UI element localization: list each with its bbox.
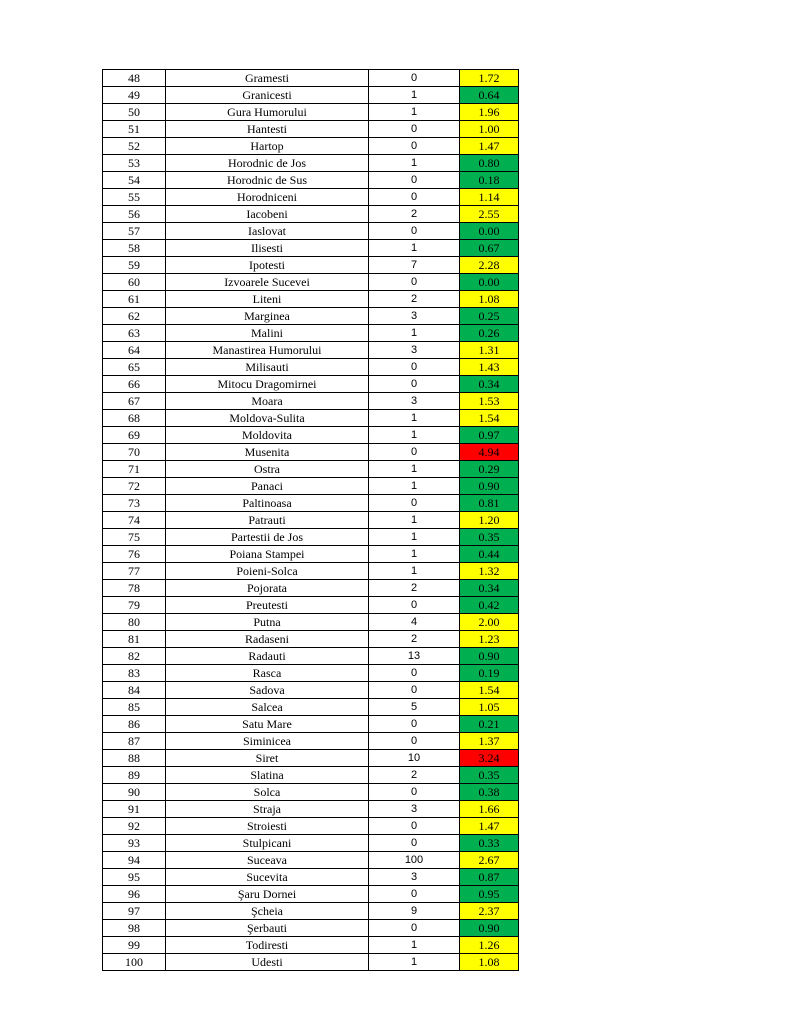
table-row [103,682,519,699]
locality-name-cell: Paltinoasa [166,495,369,512]
row-number-cell: 74 [103,512,166,529]
cases-cell: 1 [369,87,460,104]
cases-cell: 0 [369,359,460,376]
row-number-cell: 60 [103,274,166,291]
cases-cell: 0 [369,70,460,87]
row-number-cell: 89 [103,767,166,784]
cases-cell: 1 [369,410,460,427]
table-row [103,376,519,393]
row-number-cell: 78 [103,580,166,597]
rate-cell: 1.53 [460,393,519,410]
table-row [103,631,519,648]
cases-cell: 4 [369,614,460,631]
table-row [103,614,519,631]
table-row [103,172,519,189]
rate-cell: 0.18 [460,172,519,189]
locality-name-cell: Malini [166,325,369,342]
locality-name-cell: Gramesti [166,70,369,87]
locality-name-cell: Putna [166,614,369,631]
table-row [103,427,519,444]
rate-cell: 0.26 [460,325,519,342]
cases-cell: 1 [369,427,460,444]
rate-cell: 1.05 [460,699,519,716]
locality-name-cell: Şerbauti [166,920,369,937]
table-row [103,886,519,903]
table-row [103,308,519,325]
row-number-cell: 85 [103,699,166,716]
row-number-cell: 99 [103,937,166,954]
cases-cell: 3 [369,393,460,410]
rate-cell: 0.25 [460,308,519,325]
row-number-cell: 52 [103,138,166,155]
table-row [103,121,519,138]
rate-cell: 1.43 [460,359,519,376]
row-number-cell: 59 [103,257,166,274]
cases-cell: 2 [369,206,460,223]
cases-cell: 0 [369,733,460,750]
row-number-cell: 62 [103,308,166,325]
row-number-cell: 88 [103,750,166,767]
table-row [103,903,519,920]
cases-cell: 1 [369,563,460,580]
rate-cell: 4.94 [460,444,519,461]
row-number-cell: 61 [103,291,166,308]
table-row [103,767,519,784]
cases-cell: 1 [369,478,460,495]
row-number-cell: 66 [103,376,166,393]
rate-cell: 0.29 [460,461,519,478]
rate-cell: 1.00 [460,121,519,138]
rate-cell: 0.90 [460,648,519,665]
rate-cell: 0.35 [460,529,519,546]
locality-name-cell: Stulpicani [166,835,369,852]
table-row [103,87,519,104]
cases-cell: 9 [369,903,460,920]
row-number-cell: 65 [103,359,166,376]
cases-cell: 10 [369,750,460,767]
table-row [103,342,519,359]
rate-cell: 0.64 [460,87,519,104]
row-number-cell: 100 [103,954,166,971]
cases-cell: 0 [369,172,460,189]
row-number-cell: 92 [103,818,166,835]
row-number-cell: 58 [103,240,166,257]
locality-name-cell: Şaru Dornei [166,886,369,903]
locality-name-cell: Satu Mare [166,716,369,733]
rate-cell: 0.38 [460,784,519,801]
table-row [103,206,519,223]
rate-cell: 2.37 [460,903,519,920]
table-row [103,291,519,308]
cases-cell: 1 [369,529,460,546]
cases-cell: 0 [369,716,460,733]
locality-name-cell: Poiana Stampei [166,546,369,563]
row-number-cell: 87 [103,733,166,750]
table-row [103,920,519,937]
rate-cell: 1.66 [460,801,519,818]
row-number-cell: 79 [103,597,166,614]
locality-name-cell: Stroiesti [166,818,369,835]
table-row [103,444,519,461]
row-number-cell: 81 [103,631,166,648]
locality-name-cell: Moldovita [166,427,369,444]
row-number-cell: 93 [103,835,166,852]
rate-cell: 3.24 [460,750,519,767]
locality-name-cell: Horodnic de Sus [166,172,369,189]
table-row [103,733,519,750]
cases-cell: 1 [369,512,460,529]
cases-cell: 0 [369,274,460,291]
row-number-cell: 91 [103,801,166,818]
table-row [103,410,519,427]
locality-name-cell: Siminicea [166,733,369,750]
table-row [103,597,519,614]
rate-cell: 0.44 [460,546,519,563]
row-number-cell: 75 [103,529,166,546]
cases-cell: 1 [369,240,460,257]
table-row [103,325,519,342]
table-row [103,546,519,563]
locality-name-cell: Sadova [166,682,369,699]
row-number-cell: 53 [103,155,166,172]
row-number-cell: 54 [103,172,166,189]
locality-name-cell: Panaci [166,478,369,495]
rate-cell: 0.80 [460,155,519,172]
cases-cell: 0 [369,886,460,903]
row-number-cell: 94 [103,852,166,869]
row-number-cell: 71 [103,461,166,478]
rate-cell: 0.67 [460,240,519,257]
locality-name-cell: Horodnic de Jos [166,155,369,172]
cases-cell: 2 [369,631,460,648]
rate-cell: 0.90 [460,478,519,495]
locality-name-cell: Pojorata [166,580,369,597]
table-row [103,189,519,206]
row-number-cell: 72 [103,478,166,495]
row-number-cell: 86 [103,716,166,733]
table-row [103,648,519,665]
row-number-cell: 56 [103,206,166,223]
locality-name-cell: Musenita [166,444,369,461]
locality-name-cell: Sucevita [166,869,369,886]
rate-cell: 0.21 [460,716,519,733]
cases-cell: 3 [369,308,460,325]
cases-cell: 5 [369,699,460,716]
table-row [103,937,519,954]
row-number-cell: 82 [103,648,166,665]
table-row [103,257,519,274]
row-number-cell: 64 [103,342,166,359]
cases-cell: 0 [369,920,460,937]
rate-cell: 1.54 [460,682,519,699]
row-number-cell: 98 [103,920,166,937]
row-number-cell: 63 [103,325,166,342]
locality-name-cell: Hantesti [166,121,369,138]
locality-name-cell: Siret [166,750,369,767]
locality-name-cell: Manastirea Humorului [166,342,369,359]
cases-cell: 0 [369,784,460,801]
locality-name-cell: Udesti [166,954,369,971]
table-row [103,563,519,580]
table-row [103,478,519,495]
rate-cell: 1.47 [460,138,519,155]
locality-name-cell: Solca [166,784,369,801]
cases-cell: 13 [369,648,460,665]
rate-cell: 0.34 [460,376,519,393]
locality-name-cell: Rasca [166,665,369,682]
table-row [103,70,519,87]
row-number-cell: 49 [103,87,166,104]
rate-cell: 1.96 [460,104,519,121]
table-row [103,104,519,121]
rate-cell: 2.55 [460,206,519,223]
locality-name-cell: Patrauti [166,512,369,529]
locality-name-cell: Straja [166,801,369,818]
table-body [103,70,519,971]
cases-cell: 0 [369,597,460,614]
cases-cell: 1 [369,461,460,478]
cases-cell: 0 [369,495,460,512]
rate-cell: 0.34 [460,580,519,597]
table-row [103,699,519,716]
cases-cell: 1 [369,325,460,342]
row-number-cell: 97 [103,903,166,920]
cases-cell: 1 [369,937,460,954]
cases-cell: 0 [369,835,460,852]
rate-cell: 0.81 [460,495,519,512]
table-row [103,750,519,767]
rate-cell: 1.31 [460,342,519,359]
locality-name-cell: Mitocu Dragomirnei [166,376,369,393]
locality-name-cell: Iaslovat [166,223,369,240]
rate-cell: 1.20 [460,512,519,529]
rate-cell: 0.00 [460,274,519,291]
row-number-cell: 57 [103,223,166,240]
table-row [103,580,519,597]
cases-cell: 0 [369,223,460,240]
localities-table [102,69,519,971]
cases-cell: 3 [369,869,460,886]
cases-cell: 3 [369,801,460,818]
locality-name-cell: Horodniceni [166,189,369,206]
rate-cell: 2.67 [460,852,519,869]
cases-cell: 1 [369,104,460,121]
locality-name-cell: Şcheia [166,903,369,920]
cases-cell: 0 [369,682,460,699]
locality-name-cell: Suceava [166,852,369,869]
locality-name-cell: Izvoarele Sucevei [166,274,369,291]
rate-cell: 0.00 [460,223,519,240]
cases-cell: 2 [369,291,460,308]
locality-name-cell: Ostra [166,461,369,478]
rate-cell: 1.14 [460,189,519,206]
row-number-cell: 76 [103,546,166,563]
table-row [103,818,519,835]
locality-name-cell: Radauti [166,648,369,665]
locality-name-cell: Preutesti [166,597,369,614]
locality-name-cell: Gura Humorului [166,104,369,121]
table-row [103,529,519,546]
row-number-cell: 90 [103,784,166,801]
rate-cell: 1.32 [460,563,519,580]
cases-cell: 7 [369,257,460,274]
rate-cell: 1.08 [460,291,519,308]
cases-cell: 0 [369,665,460,682]
table-row [103,461,519,478]
row-number-cell: 51 [103,121,166,138]
table-row [103,495,519,512]
rate-cell: 0.42 [460,597,519,614]
locality-name-cell: Ipotesti [166,257,369,274]
cases-cell: 0 [369,121,460,138]
rate-cell: 0.97 [460,427,519,444]
cases-cell: 0 [369,444,460,461]
row-number-cell: 67 [103,393,166,410]
rate-cell: 1.37 [460,733,519,750]
rate-cell: 1.08 [460,954,519,971]
rate-cell: 1.23 [460,631,519,648]
table-row [103,869,519,886]
table-row [103,801,519,818]
cases-cell: 1 [369,546,460,563]
table-row [103,665,519,682]
table-row [103,852,519,869]
rate-cell: 0.33 [460,835,519,852]
locality-name-cell: Hartop [166,138,369,155]
row-number-cell: 55 [103,189,166,206]
row-number-cell: 80 [103,614,166,631]
rate-cell: 1.26 [460,937,519,954]
row-number-cell: 69 [103,427,166,444]
table-row [103,512,519,529]
locality-name-cell: Milisauti [166,359,369,376]
locality-name-cell: Liteni [166,291,369,308]
rate-cell: 2.28 [460,257,519,274]
locality-name-cell: Marginea [166,308,369,325]
locality-name-cell: Slatina [166,767,369,784]
rate-cell: 0.19 [460,665,519,682]
locality-name-cell: Poieni-Solca [166,563,369,580]
cases-cell: 2 [369,767,460,784]
table-row [103,393,519,410]
table-row [103,240,519,257]
cases-cell: 1 [369,155,460,172]
cases-cell: 100 [369,852,460,869]
locality-name-cell: Moara [166,393,369,410]
row-number-cell: 70 [103,444,166,461]
rate-cell: 0.35 [460,767,519,784]
cases-cell: 1 [369,954,460,971]
rate-cell: 1.47 [460,818,519,835]
row-number-cell: 77 [103,563,166,580]
table-row [103,274,519,291]
row-number-cell: 84 [103,682,166,699]
cases-cell: 2 [369,580,460,597]
locality-name-cell: Radaseni [166,631,369,648]
rate-cell: 0.90 [460,920,519,937]
table-row [103,359,519,376]
locality-name-cell: Partestii de Jos [166,529,369,546]
row-number-cell: 96 [103,886,166,903]
rate-cell: 1.54 [460,410,519,427]
row-number-cell: 73 [103,495,166,512]
row-number-cell: 50 [103,104,166,121]
locality-name-cell: Salcea [166,699,369,716]
table-row [103,954,519,971]
cases-cell: 3 [369,342,460,359]
row-number-cell: 83 [103,665,166,682]
locality-name-cell: Granicesti [166,87,369,104]
table-row [103,223,519,240]
locality-name-cell: Iacobeni [166,206,369,223]
rate-cell: 0.95 [460,886,519,903]
table-row [103,784,519,801]
row-number-cell: 68 [103,410,166,427]
rate-cell: 2.00 [460,614,519,631]
table-row [103,835,519,852]
table-row [103,155,519,172]
locality-name-cell: Moldova-Sulita [166,410,369,427]
locality-name-cell: Todiresti [166,937,369,954]
row-number-cell: 48 [103,70,166,87]
rate-cell: 0.87 [460,869,519,886]
rate-cell: 1.72 [460,70,519,87]
cases-cell: 0 [369,189,460,206]
cases-cell: 0 [369,138,460,155]
table-row [103,138,519,155]
cases-cell: 0 [369,376,460,393]
row-number-cell: 95 [103,869,166,886]
cases-cell: 0 [369,818,460,835]
table-row [103,716,519,733]
locality-name-cell: Ilisesti [166,240,369,257]
